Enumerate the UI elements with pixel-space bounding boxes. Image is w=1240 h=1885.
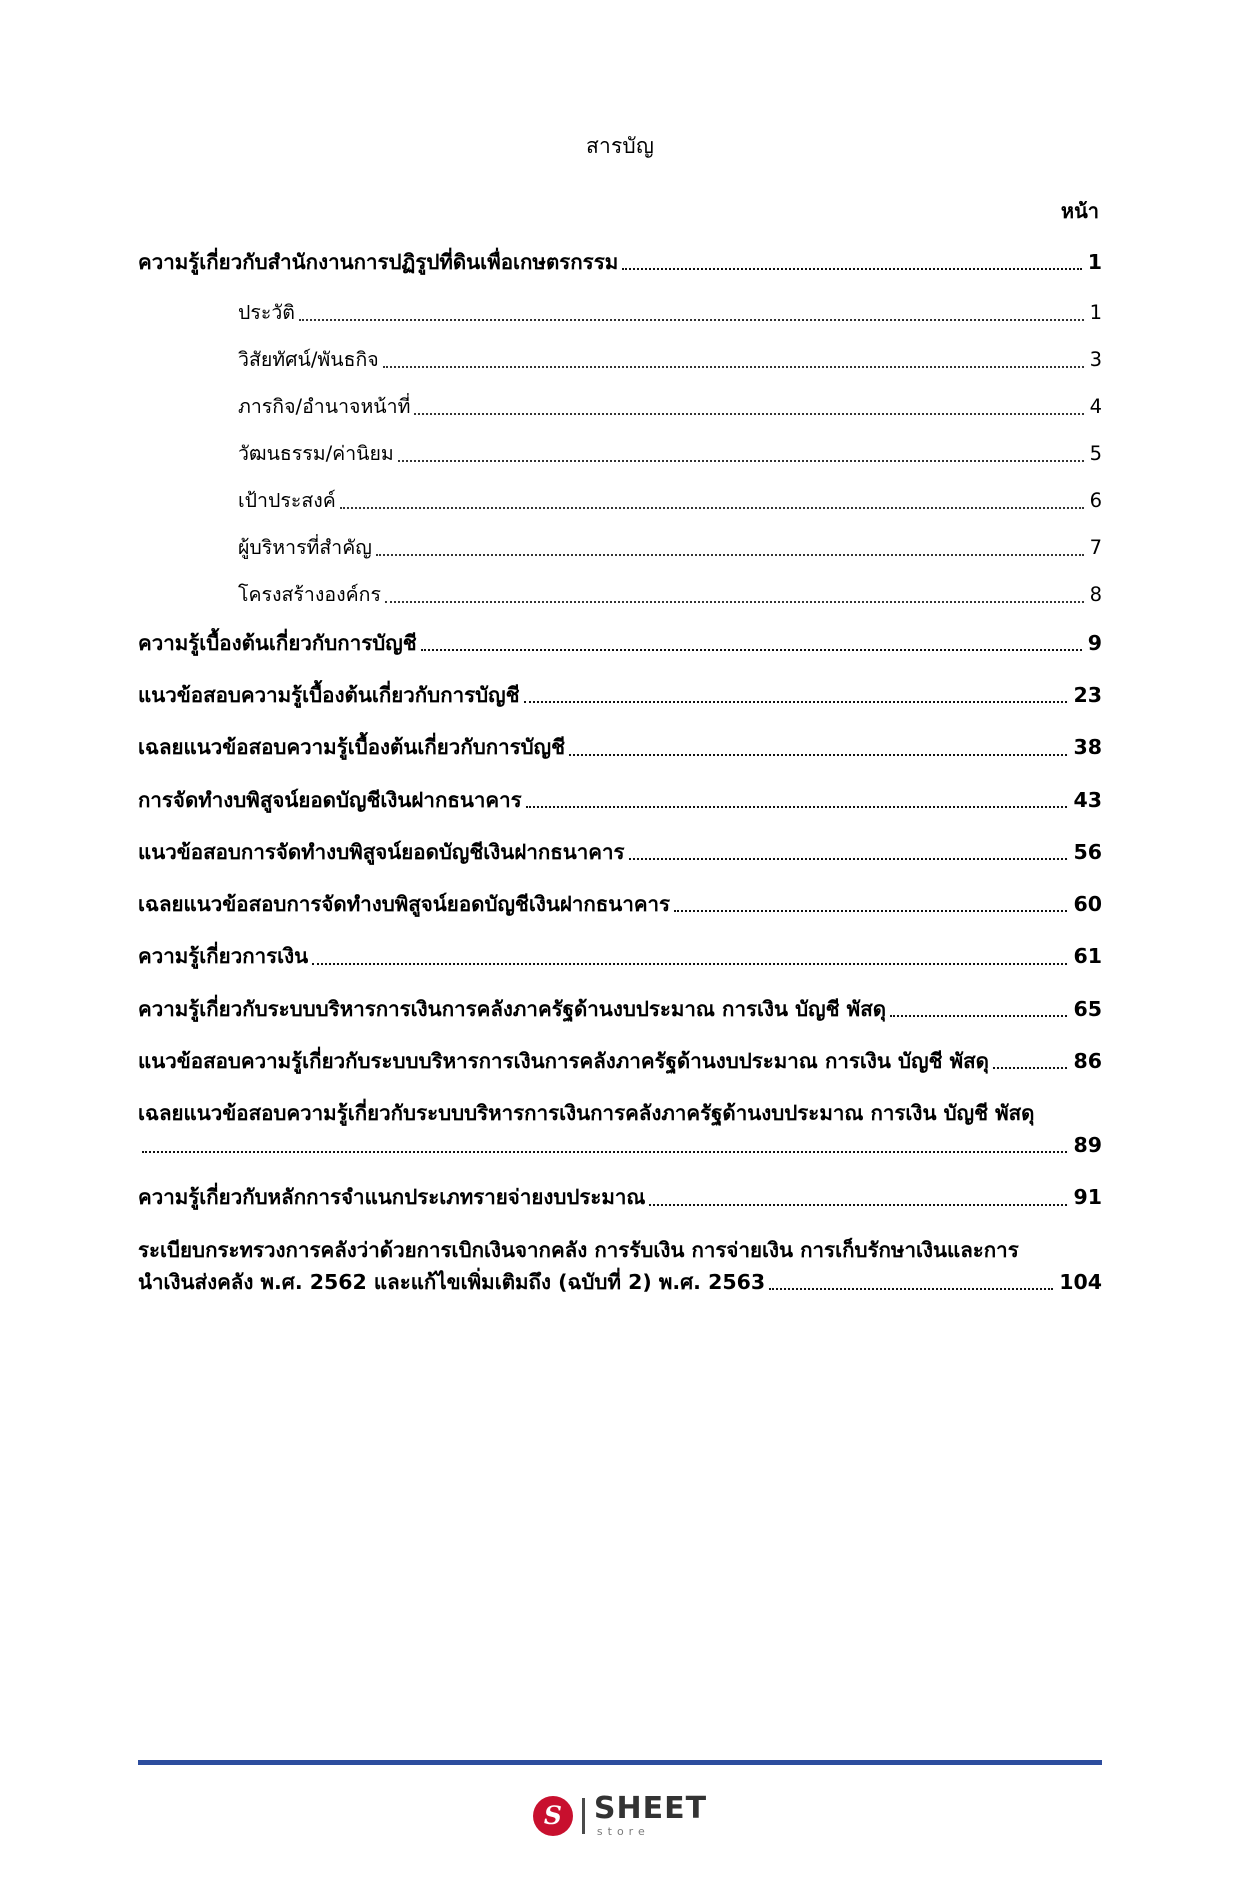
toc-entry-label: เฉลยแนวข้อสอบความรู้เกี่ยวกับระบบบริหารการเงินการคลังภาครัฐด้านงบประมาณ การเงิน บัญชี พัสดุ xyxy=(138,1101,1035,1126)
toc-entry[interactable] xyxy=(138,734,1102,760)
logo-main-text: SHEET xyxy=(593,1791,708,1826)
toc-leader-dots xyxy=(993,1066,1068,1069)
toc-entry-label: ความรู้เกี่ยวกับสำนักงานการปฏิรูปที่ดินเพื่อเกษตรกรรม xyxy=(138,250,619,274)
toc-entry-label: แนวข้อสอบความรู้เกี่ยวกับระบบบริหารการเงินการคลังภาครัฐด้านงบประมาณ การเงิน บัญชี พัสดุ xyxy=(138,1048,989,1073)
toc-entry[interactable] xyxy=(138,1100,1102,1158)
toc-entry-label: โครงสร้างองค์กร xyxy=(238,582,381,606)
sheet-store-logo-icon: S xyxy=(533,1796,573,1836)
toc-entry-page: 61 xyxy=(1073,944,1102,969)
toc-entry[interactable] xyxy=(138,839,1102,865)
toc-entry-page: 65 xyxy=(1073,996,1102,1021)
toc-entry-label: ระเบียบกระทรวงการคลังว่าด้วยการเบิกเงินจากคลัง การรับเงิน การจ่ายเงิน การเก็บรักษาเงินและการ xyxy=(138,1237,1019,1262)
toc-leader-dots xyxy=(340,506,1084,509)
toc-entry-label: วัฒนธรรม/ค่านิยม xyxy=(238,442,394,466)
toc-leader-dots xyxy=(649,1203,1067,1206)
logo-divider xyxy=(582,1798,585,1834)
toc-entry-label-continued: นำเงินส่งคลัง พ.ศ. 2562 และแก้ไขเพิ่มเติมถึง (ฉบับที่ 2) พ.ศ. 2563 xyxy=(138,1269,766,1294)
table-of-contents xyxy=(138,249,1102,1295)
page-column-header: หน้า xyxy=(1060,199,1099,223)
toc-leader-dots xyxy=(421,648,1082,651)
toc-entry-label: ผู้บริหารที่สำคัญ xyxy=(238,536,372,559)
toc-entry-page: 104 xyxy=(1059,1269,1102,1294)
toc-entry-label: ความรู้เบื้องต้นเกี่ยวกับการบัญชี xyxy=(138,630,417,655)
toc-leader-dots xyxy=(526,805,1068,808)
toc-leader-dots xyxy=(769,1287,1053,1290)
toc-leader-dots xyxy=(629,857,1068,860)
toc-entry[interactable] xyxy=(138,301,1102,326)
toc-leader-dots xyxy=(569,753,1067,756)
toc-entry-label: การจัดทำงบพิสูจน์ยอดบัญชีเงินฝากธนาคาร xyxy=(138,787,522,812)
toc-entry-page: 86 xyxy=(1073,1048,1102,1073)
toc-entry-page: 8 xyxy=(1089,582,1102,606)
toc-entry[interactable] xyxy=(138,787,1102,813)
toc-entry-page: 1 xyxy=(1089,301,1102,325)
toc-entry-page: 60 xyxy=(1073,892,1102,917)
toc-leader-dots xyxy=(524,700,1068,703)
toc-leader-dots xyxy=(312,962,1067,965)
toc-entry-page: 5 xyxy=(1089,442,1102,466)
toc-entry-label: แนวข้อสอบความรู้เบื้องต้นเกี่ยวกับการบัญชี xyxy=(138,683,520,708)
toc-entry[interactable] xyxy=(138,348,1102,373)
toc-entry-page: 9 xyxy=(1087,630,1102,655)
toc-entry[interactable] xyxy=(138,489,1102,514)
toc-leader-dots xyxy=(383,365,1084,368)
toc-entry-label: เป้าประสงค์ xyxy=(238,489,336,513)
toc-entry-label: ความรู้เกี่ยวกับหลักการจำแนกประเภทรายจ่ายงบประมาณ xyxy=(138,1185,646,1210)
toc-leader-dots xyxy=(299,318,1084,321)
toc-entry[interactable] xyxy=(138,395,1102,420)
toc-entry-page: 6 xyxy=(1089,489,1102,513)
toc-entry[interactable] xyxy=(138,1237,1102,1295)
toc-leader-dots xyxy=(385,600,1084,603)
toc-entry[interactable] xyxy=(138,536,1102,561)
toc-entry-label: วิสัยทัศน์/พันธกิจ xyxy=(238,348,379,372)
toc-entry-page: 89 xyxy=(1073,1133,1102,1158)
logo-sub-text: store xyxy=(596,1825,650,1838)
toc-entry[interactable] xyxy=(138,1184,1102,1210)
toc-entry-page: 7 xyxy=(1089,536,1102,559)
toc-entry-page: 43 xyxy=(1073,787,1102,812)
toc-entry-label: ประวัติ xyxy=(238,301,295,325)
toc-entry[interactable] xyxy=(138,249,1102,275)
toc-entry[interactable] xyxy=(138,442,1102,467)
toc-entry-page: 91 xyxy=(1073,1185,1102,1210)
toc-entry-page: 3 xyxy=(1089,348,1102,372)
toc-entry-label: เฉลยแนวข้อสอบความรู้เบื้องต้นเกี่ยวกับการบัญชี xyxy=(138,735,566,760)
toc-entry[interactable] xyxy=(138,996,1102,1022)
toc-entry-label: แนวข้อสอบการจัดทำงบพิสูจน์ยอดบัญชีเงินฝากธนาคาร xyxy=(138,839,625,864)
toc-entry-label: ความรู้เกี่ยวการเงิน xyxy=(138,944,309,969)
toc-entry[interactable] xyxy=(138,682,1102,708)
page-title: สารบัญ xyxy=(585,134,655,158)
document-page xyxy=(0,130,1240,1885)
footer-logo xyxy=(0,1791,1240,1838)
toc-entry-page: 1 xyxy=(1087,250,1102,274)
toc-leader-dots xyxy=(142,1150,1067,1153)
toc-entry-page: 23 xyxy=(1073,683,1102,708)
toc-entry-label: เฉลยแนวข้อสอบการจัดทำงบพิสูจน์ยอดบัญชีเงินฝากธนาคาร xyxy=(138,892,671,917)
toc-entry[interactable] xyxy=(138,583,1102,608)
toc-entry-label: ภารกิจ/อำนาจหน้าที่ xyxy=(238,395,411,419)
toc-entry[interactable] xyxy=(138,891,1102,917)
toc-leader-dots xyxy=(674,909,1067,912)
toc-entry[interactable] xyxy=(138,943,1102,969)
toc-entry-page: 38 xyxy=(1073,735,1102,760)
toc-entry[interactable] xyxy=(138,630,1102,656)
toc-entry-label: ความรู้เกี่ยวกับระบบบริหารการเงินการคลังภาครัฐด้านงบประมาณ การเงิน บัญชี พัสดุ xyxy=(138,996,887,1021)
footer-divider xyxy=(138,1760,1102,1765)
toc-entry-page: 56 xyxy=(1073,839,1102,864)
logo-wordmark xyxy=(593,1791,708,1838)
toc-leader-dots xyxy=(398,459,1084,462)
toc-leader-dots xyxy=(376,553,1084,556)
toc-entry[interactable] xyxy=(138,1048,1102,1074)
toc-leader-dots xyxy=(622,267,1082,270)
toc-leader-dots xyxy=(414,412,1083,415)
toc-leader-dots xyxy=(890,1014,1067,1017)
toc-entry-page: 4 xyxy=(1089,395,1102,419)
